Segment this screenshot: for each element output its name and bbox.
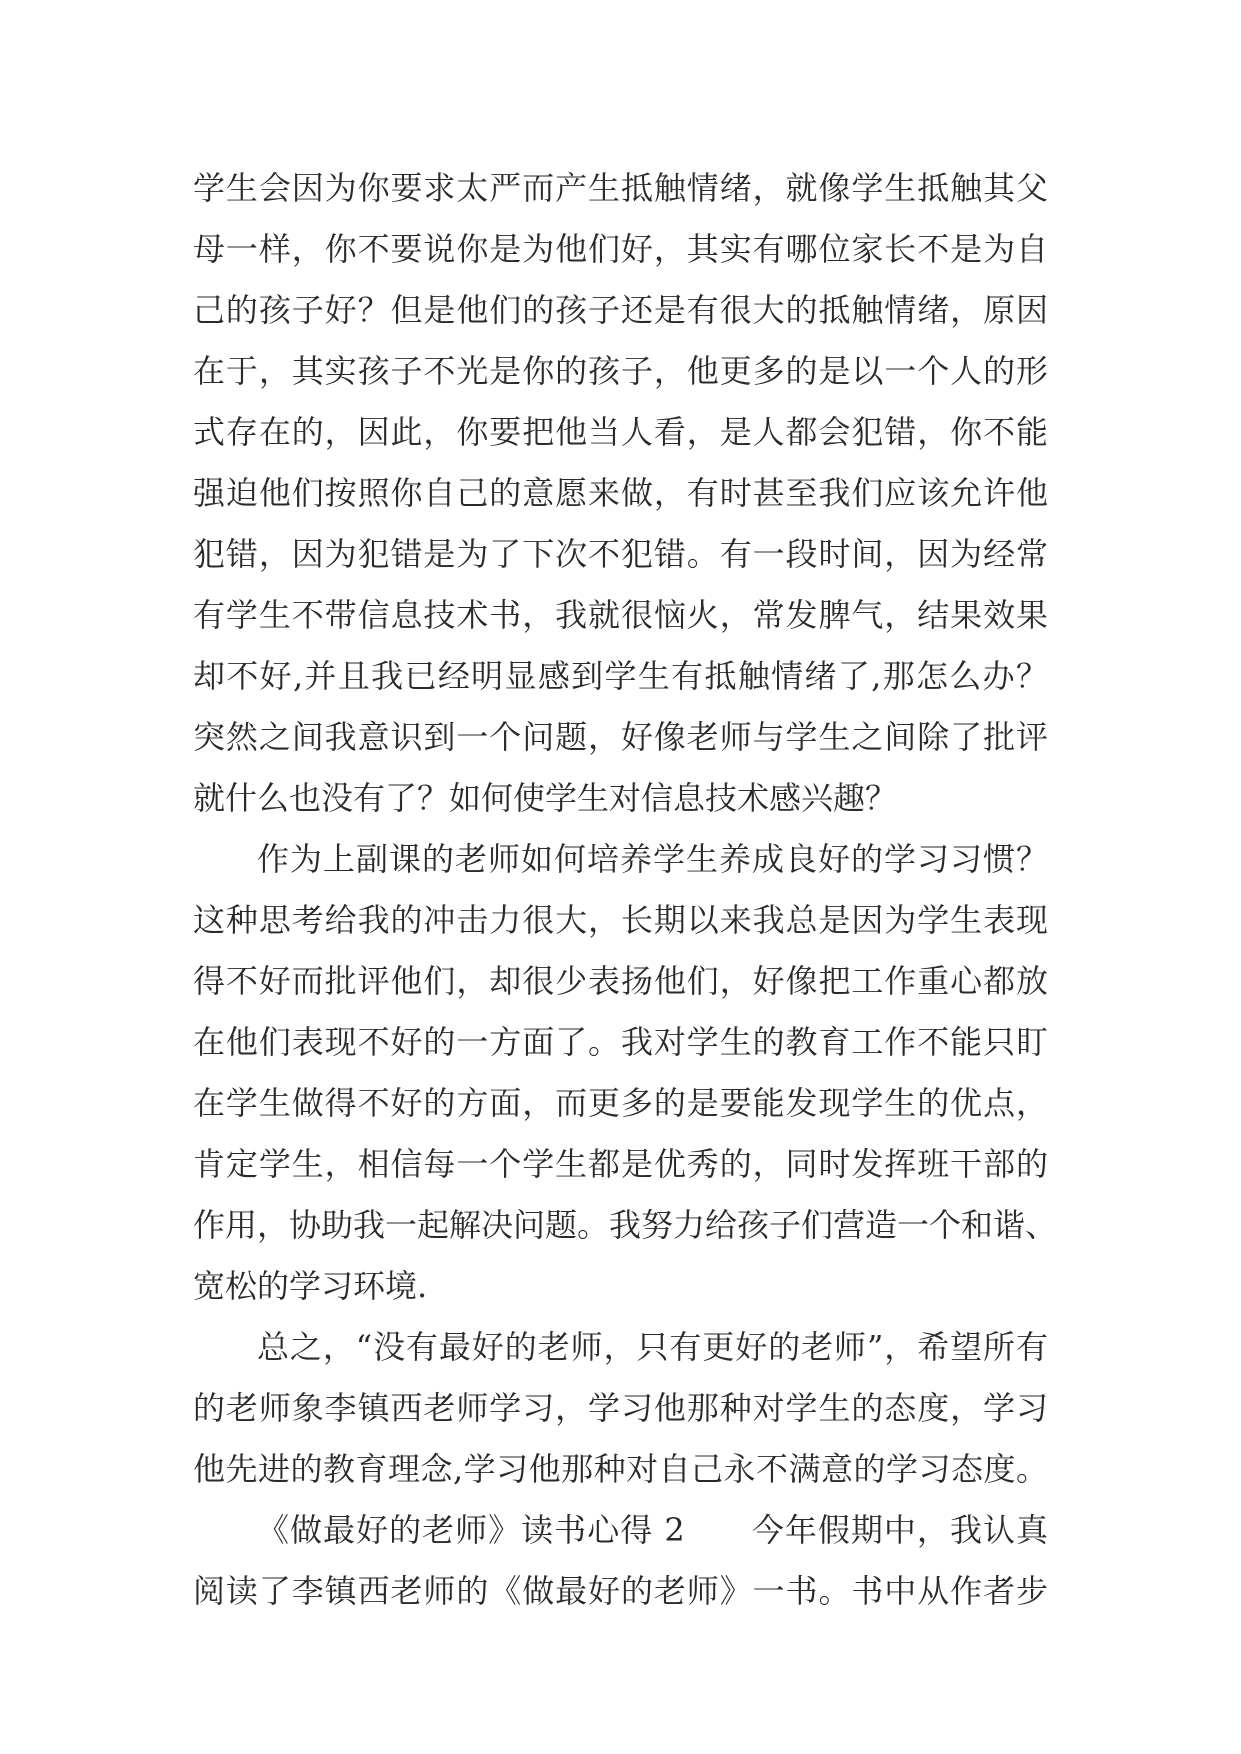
text-line: 宽松的学习环境. (193, 1267, 428, 1305)
text-line: 这种思考给我的冲击力很大，长期以来我总是因为学生表现 (193, 901, 1048, 939)
text-line: 母一样，你不要说你是为他们好，其实有哪位家长不是为自 (193, 230, 1048, 268)
text-line: 作用，协助我一起解决问题。我努力给孩子们营造一个和谐、 (193, 1206, 1058, 1244)
text-line: 有学生不带信息技术书，我就很恼火，常发脾气，结果效果 (193, 596, 1048, 634)
document-body (193, 158, 1058, 1622)
text-line: 在他们表现不好的一方面了。我对学生的教育工作不能只盯 (193, 1023, 1048, 1061)
text-line: 犯错，因为犯错是为了下次不犯错。有一段时间，因为经常 (193, 535, 1048, 573)
text-line: 肯定学生，相信每一个学生都是优秀的，同时发挥班干部的 (193, 1145, 1048, 1183)
text-line: 的老师象李镇西老师学习，学习他那种对学生的态度，学习 (193, 1389, 1048, 1427)
text-line: 己的孩子好？但是他们的孩子还是有很大的抵触情绪，原因 (193, 291, 1048, 329)
text-line: 就什么也没有了？如何使学生对信息技术感兴趣？ (193, 779, 898, 817)
paragraph-first-line: 总之，“没有最好的老师，只有更好的老师”，希望所有 (257, 1328, 1048, 1366)
text-line: 在学生做得不好的方面，而更多的是要能发现学生的优点， (193, 1084, 1048, 1122)
text-line: 突然之间我意识到一个问题，好像老师与学生之间除了批评 (193, 718, 1048, 756)
text-line: 却不好,并且我已经明显感到学生有抵触情绪了,那怎么办？ (193, 657, 1048, 695)
text-line: 在于，其实孩子不光是你的孩子，他更多的是以一个人的形 (193, 352, 1048, 390)
text-line: 式存在的，因此，你要把他当人看，是人都会犯错，你不能 (193, 413, 1048, 451)
text-line: 他先进的教育理念,学习他那种对自己永不满意的学习态度。 (193, 1450, 1048, 1488)
text-line: 强迫他们按照你自己的意愿来做，有时甚至我们应该允许他 (193, 474, 1048, 512)
paragraph-first-line: 《做最好的老师》读书心得 2 今年假期中，我认真 (257, 1511, 1048, 1549)
text-line: 阅读了李镇西老师的《做最好的老师》一书。书中从作者步 (193, 1572, 1048, 1610)
text-line: 得不好而批评他们，却很少表扬他们，好像把工作重心都放 (193, 962, 1048, 1000)
paragraph-first-line: 作为上副课的老师如何培养学生养成良好的学习习惯？ (257, 840, 1048, 878)
text-line: 学生会因为你要求太严而产生抵触情绪，就像学生抵触其父 (193, 169, 1048, 207)
